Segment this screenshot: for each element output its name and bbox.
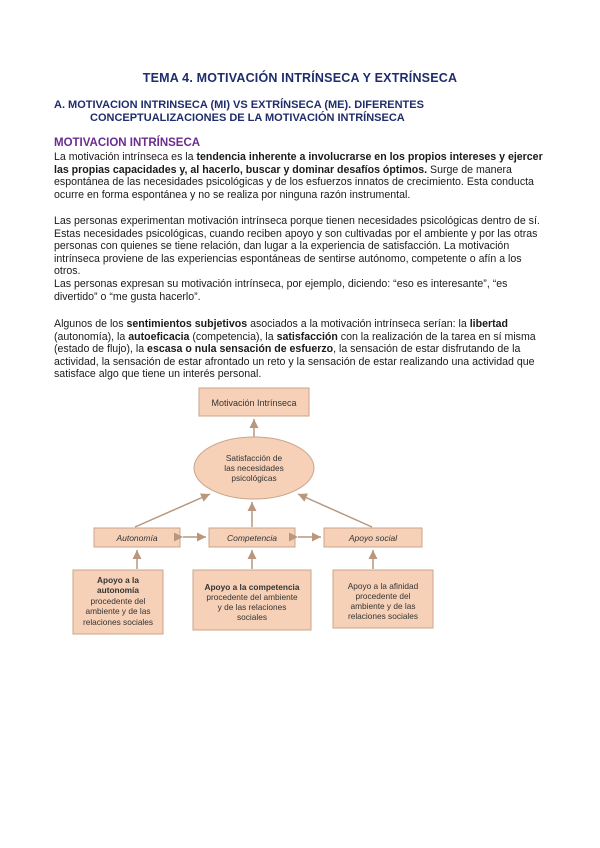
ellipse-line-3: psicológicas <box>231 473 277 483</box>
text-span: asociados a la motivación intrínseca serían: la <box>247 318 470 330</box>
autonomy-support-bold-1: Apoyo a la <box>97 575 139 585</box>
bold-span: tendencia inherente a involucrarse en los propios intereses y ejercer las propias capacidades y, al hacerlo, buscar y dominar desafíos óptimos. <box>54 151 543 176</box>
bold-span: autoeficacia <box>128 330 190 343</box>
autonomy-support-bold-2: autonomía <box>97 585 139 595</box>
bold-span: libertad <box>469 318 508 330</box>
ellipse-line-2: las necesidades <box>224 463 284 473</box>
bold-span: satisfacción <box>276 330 338 343</box>
section-heading-line2: CONCEPTUALIZACIONES DE LA MOTIVACIÓN INTRÍNSECA <box>90 112 405 124</box>
competence-support-line-3: sociales <box>237 612 267 622</box>
paragraph-line: Las personas experimentan motivación intrínseca porque tienen necesidades psicológicas dentro de sí. Estas necesidades psicológicas, cuando reciben apoyo y son cultivadas por el ambiente y por las otras personas con quienes se tiene relación, dan lugar a la experiencia de satisfacción. La motivación intrínseca proviene de las experiencias espontáneas de sentirse autónomo, competente o afín a los otros. <box>54 215 540 278</box>
affinity-support-line-1: Apoyo a la afinidad <box>347 581 419 591</box>
arrow-autonomy-ellipse <box>135 494 210 527</box>
text-span: con la realización de la tarea en sí misma (estado de flujo), la <box>54 330 536 356</box>
text-span: Algunos de los <box>54 318 127 330</box>
bold-span: escasa o nula sensación de esfuerzo <box>147 343 334 356</box>
autonomy-label: Autonomía <box>116 533 158 543</box>
page-title: TEMA 4. MOTIVACIÓN INTRÍNSECA Y EXTRÍNSECA <box>142 71 458 85</box>
text-span: (autonomía), la <box>54 330 129 343</box>
subheading: MOTIVACION INTRÍNSECA <box>54 137 201 149</box>
social-support-label: Apoyo social <box>348 533 398 543</box>
competence-support-bold: Apoyo a la competencia <box>204 582 300 592</box>
affinity-support-line-2: procedente del <box>355 591 411 601</box>
text-span: (competencia), la <box>189 330 277 343</box>
text-span: La motivación intrínseca es la <box>54 151 197 163</box>
autonomy-support-line-1: procedente del <box>90 596 146 606</box>
autonomy-support-line-2: ambiente y de las <box>85 606 151 616</box>
paragraph-line: Las personas expresan su motivación intrínseca, por ejemplo, diciendo: “eso es interesante”, “es divertido” o “me gusta hacerlo”. <box>54 277 508 303</box>
affinity-support-line-4: relaciones sociales <box>347 611 419 621</box>
competence-label: Competencia <box>226 533 278 543</box>
text-span: , la sensación de estar disfrutando de la actividad, la sensación de estar afrontado un reto y la sensación de estar realizando una actividad que satisface algo que tiene un interés personal. <box>54 343 535 381</box>
affinity-support-line-3: ambiente y de las <box>350 601 416 611</box>
section-heading-line1: A. MOTIVACION INTRINSECA (MI) VS EXTRÍNSECA (ME). DIFERENTES <box>54 99 424 111</box>
autonomy-support-line-3: relaciones sociales <box>82 617 154 627</box>
bold-span: sentimientos subjetivos <box>126 318 248 330</box>
top-box-label: Motivación Intrínseca <box>211 398 297 408</box>
competence-support-line-2: y de las relaciones <box>217 602 287 612</box>
arrow-social-ellipse <box>298 494 372 527</box>
text-span: Surge de manera espontánea de las necesidades psicológicas y de los esfuerzos innatos de crecimiento. Esta conducta ocurre en forma espontánea y no se realiza por ninguna razón instrumental. <box>54 163 534 201</box>
ellipse-line-1: Satisfacción de <box>225 453 283 463</box>
competence-support-line-1: procedente del ambiente <box>206 592 298 602</box>
